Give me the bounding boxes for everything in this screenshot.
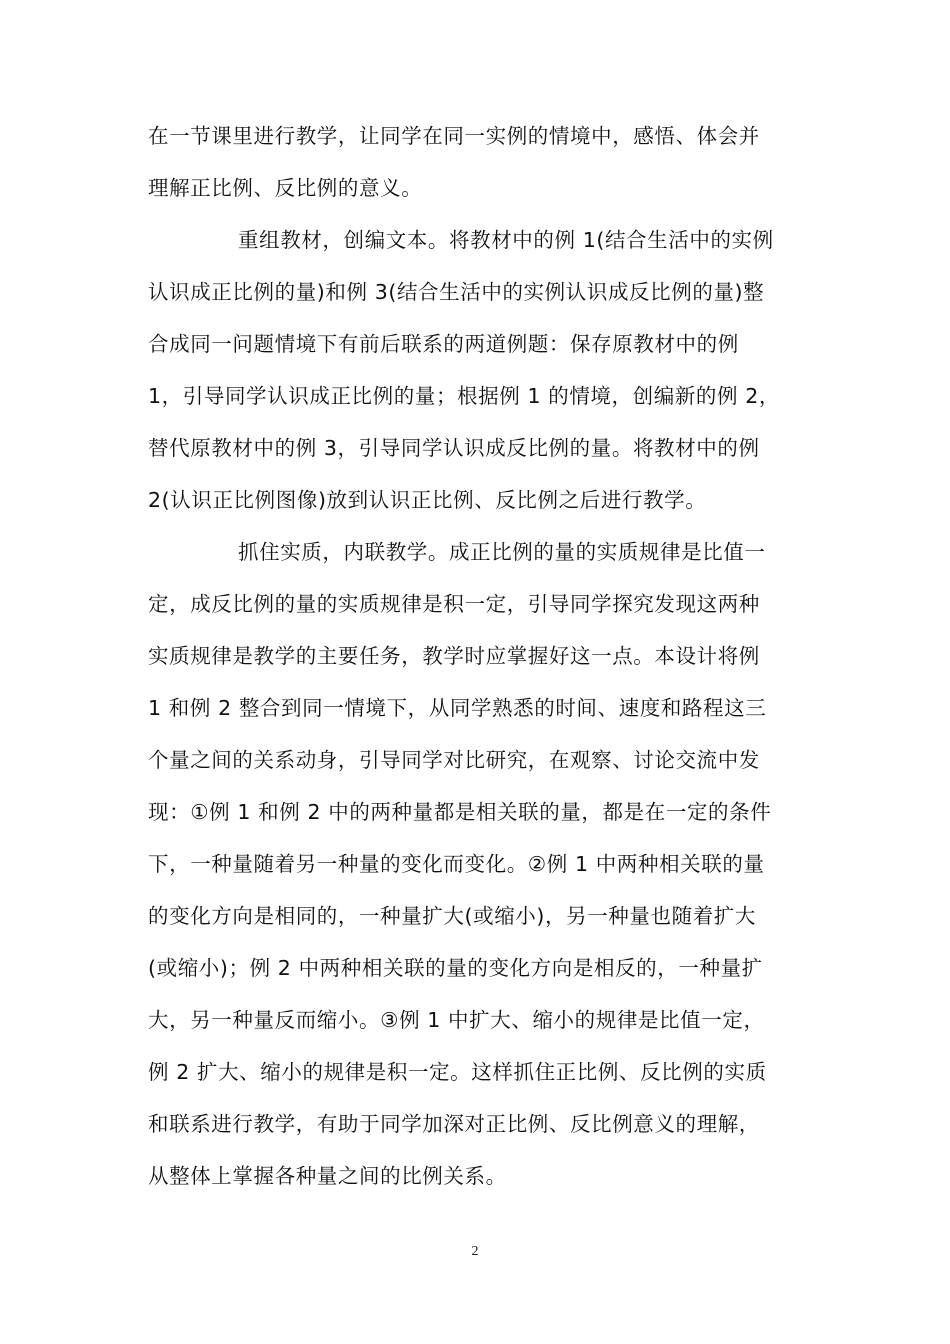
text-line: 理解正比例、反比例的意义。 bbox=[148, 176, 423, 200]
text-line: 实质规律是教学的主要任务，教学时应掌握好这一点。本设计将例 bbox=[148, 644, 760, 668]
text-line: 2(认识正比例图像)放到认识正比例、反比例之后进行教学。 bbox=[148, 488, 707, 512]
text-line: 从整体上掌握各种量之间的比例关系。 bbox=[148, 1164, 507, 1188]
text-line: 个量之间的关系动身，引导同学对比研究，在观察、讨论交流中发 bbox=[148, 748, 760, 772]
page-number: 2 bbox=[471, 1244, 479, 1259]
text-line: 认识成正比例的量)和例 3(结合生活中的实例认识成反比例的量)整 bbox=[148, 280, 765, 304]
text-line: 下，一种量随着另一种量的变化而变化。②例 1 中两种相关联的量 bbox=[148, 852, 765, 876]
text-line: 例 2 扩大、缩小的规律是积一定。这样抓住正比例、反比例的实质 bbox=[148, 1060, 767, 1084]
text-line: 合成同一问题情境下有前后联系的两道例题：保存原教材中的例 bbox=[148, 332, 739, 356]
paragraph-start-line: 抓住实质，内联教学。成正比例的量的实质规律是比值一 bbox=[238, 540, 766, 564]
text-line: 现：①例 1 和例 2 中的两种量都是相关联的量，都是在一定的条件 bbox=[148, 800, 772, 824]
text-line: 和联系进行教学，有助于同学加深对正比例、反比例意义的理解， bbox=[148, 1112, 760, 1136]
text-line: 1 和例 2 整合到同一情境下，从同学熟悉的时间、速度和路程这三 bbox=[148, 696, 767, 720]
paragraph-start-line: 重组教材，创编文本。将教材中的例 1(结合生活中的实例 bbox=[238, 228, 774, 252]
text-line: 的变化方向是相同的，一种量扩大(或缩小)，另一种量也随着扩大 bbox=[148, 904, 756, 928]
text-line: 在一节课里进行教学，让同学在同一实例的情境中，感悟、体会并 bbox=[148, 124, 760, 148]
text-line: (或缩小)；例 2 中两种相关联的量的变化方向是相反的，一种量扩 bbox=[148, 956, 763, 980]
text-line: 定，成反比例的量的实质规律是积一定，引导同学探究发现这两种 bbox=[148, 592, 760, 616]
text-line: 替代原教材中的例 3，引导同学认识成反比例的量。将教材中的例 bbox=[148, 436, 760, 460]
text-line: 1，引导同学认识成正比例的量；根据例 1 的情境，创编新的例 2， bbox=[148, 384, 780, 408]
text-line: 大，另一种量反而缩小。③例 1 中扩大、缩小的规律是比值一定， bbox=[148, 1008, 765, 1032]
